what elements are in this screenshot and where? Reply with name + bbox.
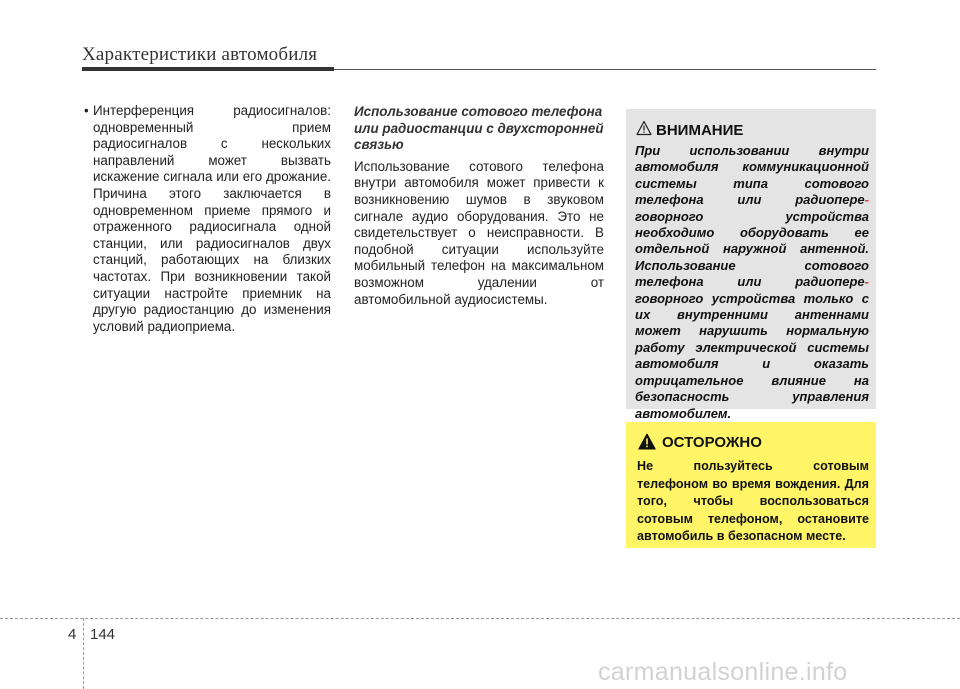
caution-title: ОСТОРОЖНО [662,434,762,451]
warning-triangle-outline-icon [636,120,652,136]
cellphone-paragraph: Использование сотового телефона внутри автомобиля может привести к возникновению шумов в звуковом сигнале аудио оборудования. Это не свидетельствует о неисправности. В подобной ситуации используйте мобильный телефон на максимальном возможном удалении от автомобильной аудиосистемы. [354,158,604,307]
warning-box [626,109,876,421]
bullet-point: • [84,103,89,118]
header-rule-thin [334,69,876,70]
warning-text-part2: говорного устройства необходимо оборудовать ее отдельной наружной антенной. Использование сотового телефона или радиопере [635,208,869,290]
left-column [84,103,331,335]
watermark: carmanualsonline.info [598,658,848,686]
caution-box [626,422,876,548]
header-rule-thick [82,67,334,71]
hyphen-mark: - [864,192,869,208]
caution-text: Не пользуйтесь сотовым телефоном во время вождения. Для того, чтобы воспользоваться сотовым телефоном, остановите автомобиль в безопасном месте. [637,459,869,544]
section-heading: Использование сотового телефона или радиостанции с двухсторонней связью [354,104,604,153]
warning-text-part1: При использовании внутри автомобиля коммуникационной системы типа сотового телефона или радиопере [635,143,869,208]
footer-rule [0,618,960,619]
warning-text-part3: говорного устройства только с их внутренними антеннами может нарушить нормальную работу электрической системы автомобиля и оказать отрицательное влияние на безопасность управления автомобилем. [635,290,869,421]
footer-divider [83,618,84,689]
section-number: 4 [68,626,77,643]
hyphen-mark: - [864,274,869,290]
warning-text [635,143,869,422]
page-header-title: Характеристики автомобиля [82,44,318,65]
middle-column [354,104,604,308]
warning-title: ВНИМАНИЕ [656,122,744,139]
interference-paragraph: Интерференция радиосигналов: одновременный прием радиосигналов с нескольких направлений может вызвать искажение сигнала или его дрожание. Причина этого заключается в одновременном приеме прямого и отраженного радиосигнала одной станции, или радиосигналов двух станций, работающих на близких частотах. При возникновении такой ситуации настройте приемник на другую радиостанцию до изменения условий радиоприема. [93,103,331,334]
page-number: 144 [90,626,116,643]
warning-triangle-filled-icon [638,433,656,450]
